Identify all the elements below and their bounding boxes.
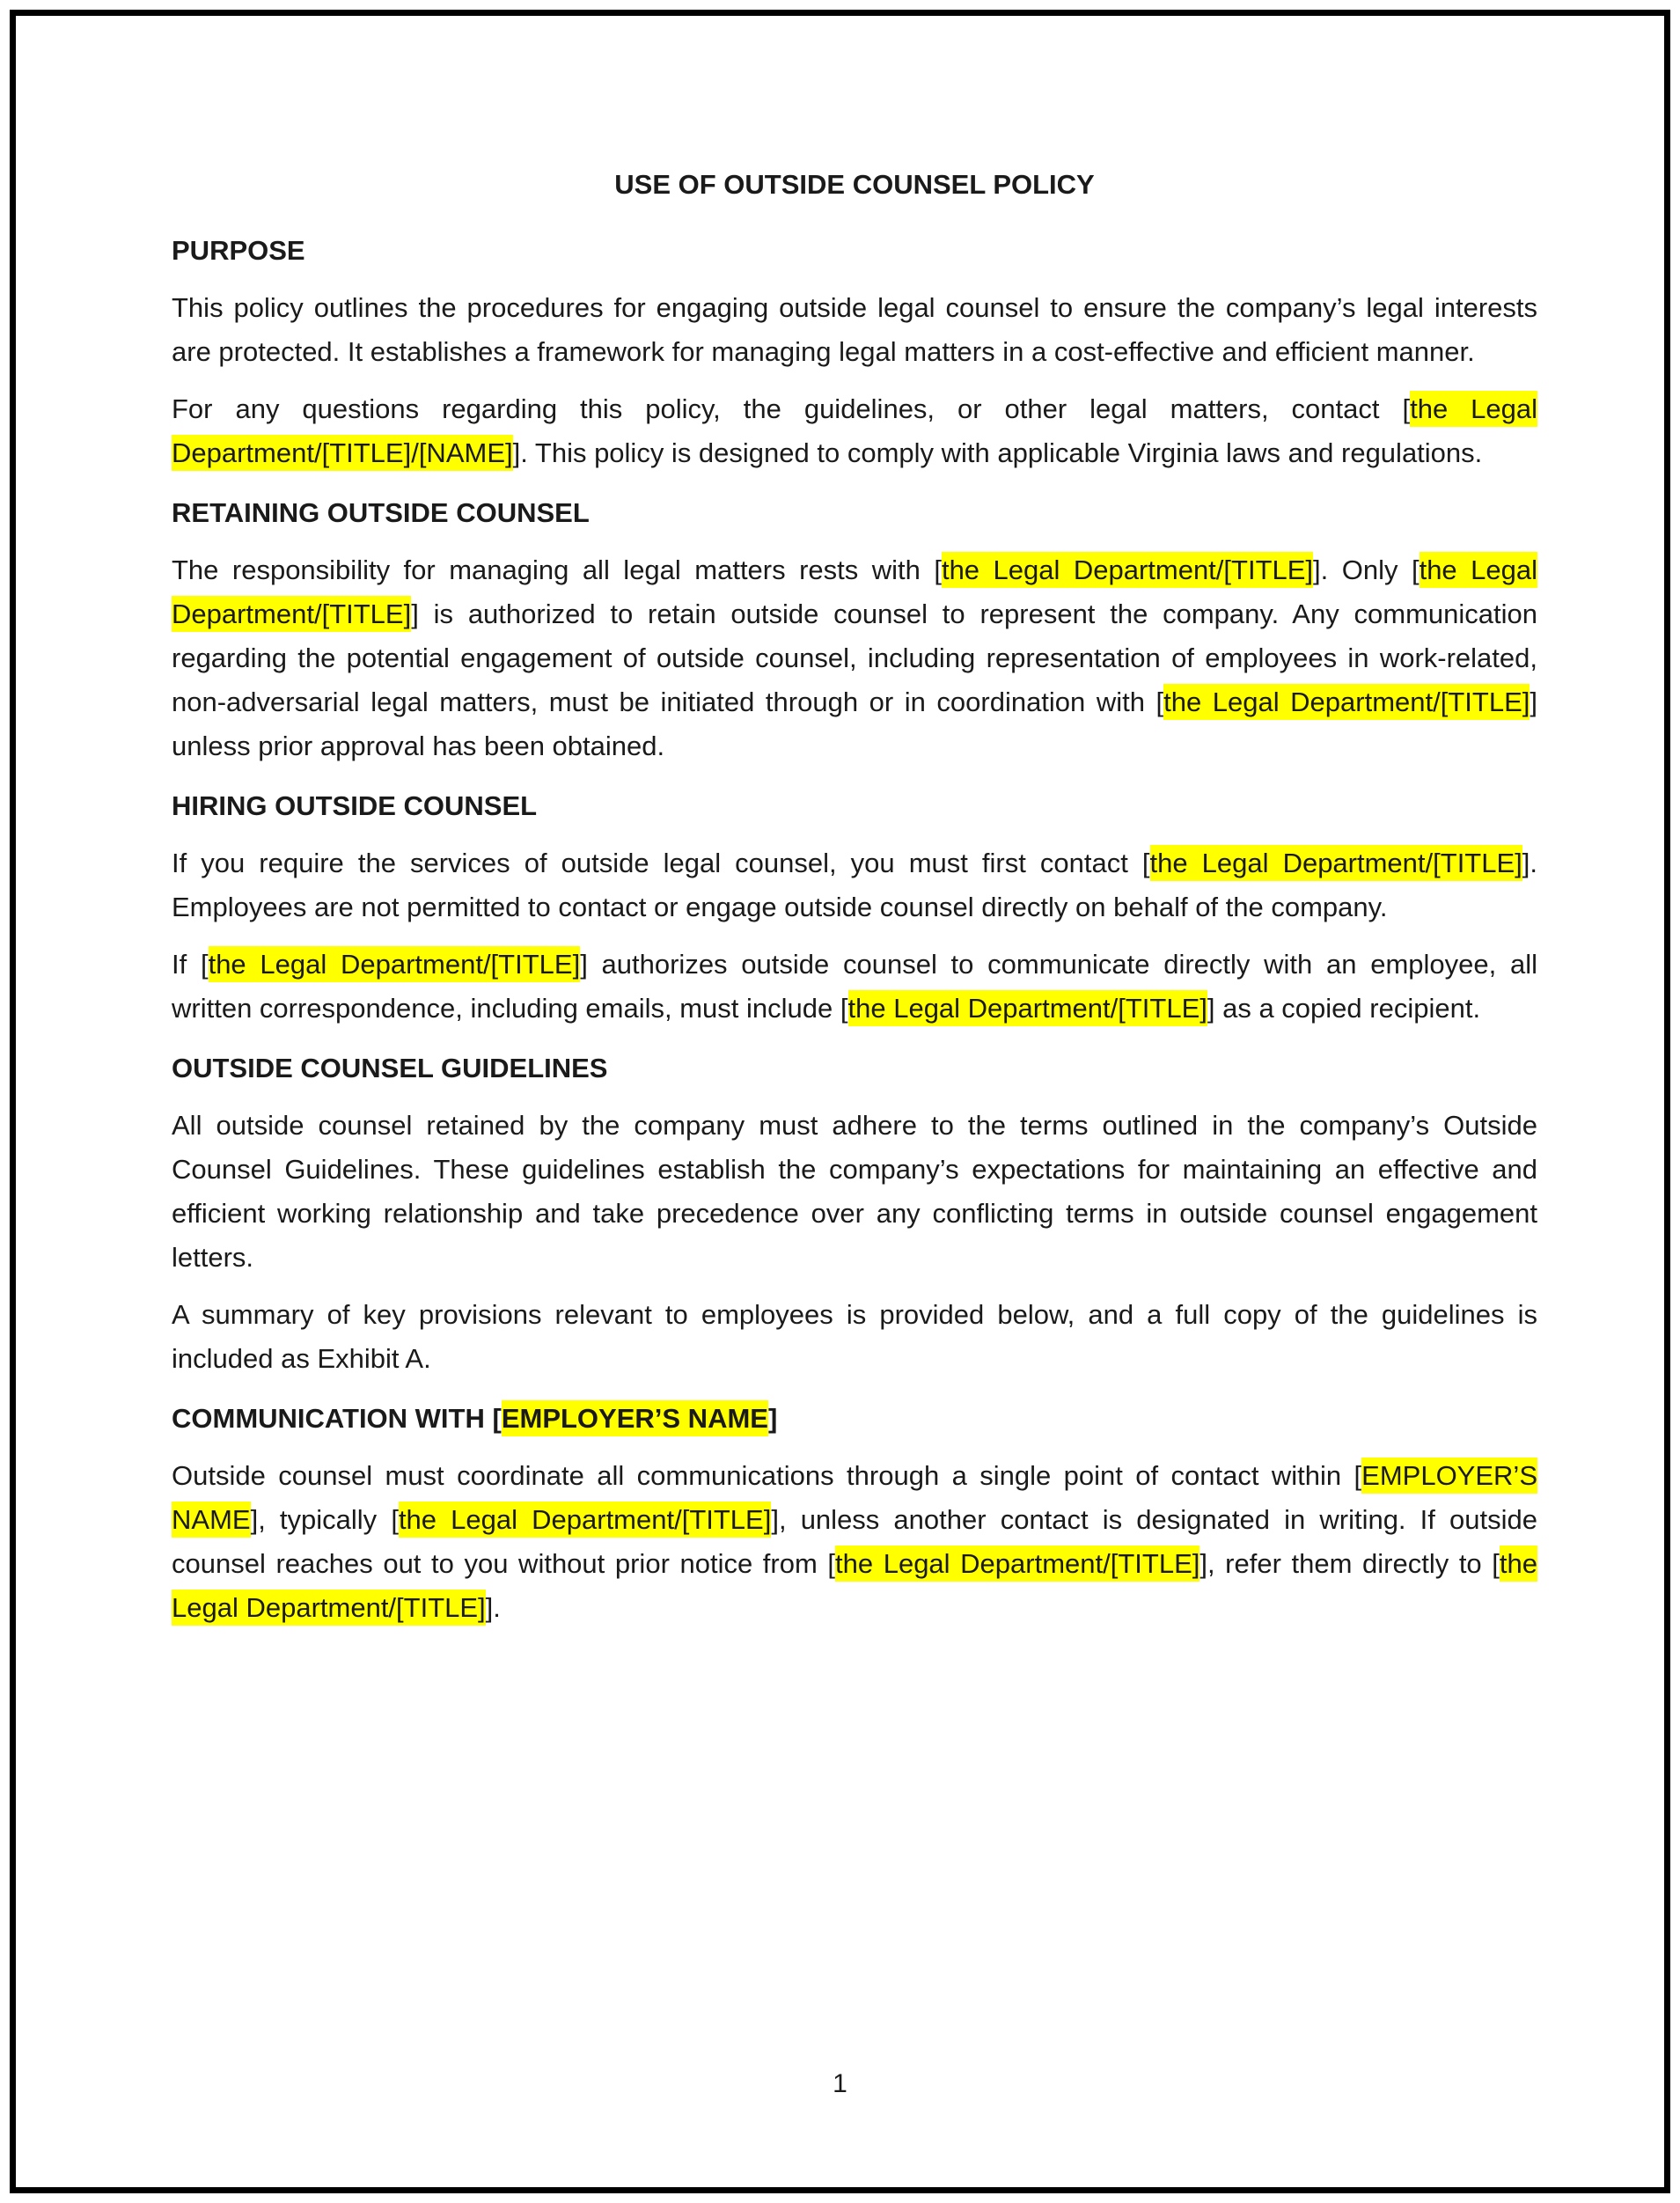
highlighted-placeholder: the Legal Department/[TITLE] (172, 1546, 1537, 1626)
paragraph (172, 286, 1537, 374)
text-segment: A summary of key provisions relevant to employees is provided below, and a full copy of the guidelines is included as Exhibit A. (172, 1299, 1537, 1374)
text-segment: COMMUNICATION WITH [ (172, 1403, 502, 1434)
policy-section (172, 491, 1537, 768)
text-segment: ], refer them directly to [ (1199, 1548, 1500, 1579)
highlighted-placeholder: the Legal Department/[TITLE] (209, 946, 581, 982)
paragraph (172, 841, 1537, 929)
policy-section (172, 1397, 1537, 1630)
text-segment: ]. This policy is designed to comply with applicable Virginia laws and regulations. (512, 437, 1483, 468)
text-segment: ], typically [ (250, 1504, 399, 1535)
text-segment: ] authorizes outside counsel to communicate directly with an employee, all written correspondence, including emails, must include [ (172, 949, 1537, 1024)
text-segment: ]. Only [ (1313, 554, 1420, 585)
document-content (172, 163, 1537, 1643)
section-heading (172, 1397, 1537, 1441)
policy-section (172, 229, 1537, 475)
highlighted-placeholder: the Legal Department/[TITLE] (942, 552, 1313, 588)
text-segment: ] unless prior approval has been obtained. (172, 687, 1537, 761)
paragraph (172, 548, 1537, 768)
text-segment: ] as a copied recipient. (1207, 993, 1481, 1024)
paragraph (172, 1293, 1537, 1381)
section-heading (172, 1046, 1537, 1090)
text-segment: If [ (172, 949, 209, 980)
section-heading (172, 784, 1537, 828)
highlighted-placeholder: the Legal Department/[TITLE] (1150, 845, 1522, 881)
page-number: 1 (833, 2069, 847, 2098)
text-segment: ] (767, 1403, 778, 1434)
section-heading (172, 229, 1537, 273)
document-sections (172, 229, 1537, 1630)
highlighted-placeholder: the Legal Department/[TITLE] (835, 1546, 1199, 1582)
text-segment: ]. (485, 1592, 501, 1623)
highlighted-placeholder: the Legal Department/[TITLE] (172, 552, 1537, 632)
paragraph (172, 1454, 1537, 1630)
highlighted-placeholder: the Legal Department/[TITLE] (1163, 684, 1530, 720)
document-title: USE OF OUTSIDE COUNSEL POLICY (614, 169, 1095, 200)
text-segment: OUTSIDE COUNSEL GUIDELINES (172, 1053, 608, 1083)
policy-section (172, 784, 1537, 1031)
text-segment: PURPOSE (172, 235, 305, 266)
paragraph (172, 943, 1537, 1031)
section-heading (172, 491, 1537, 535)
text-segment: HIRING OUTSIDE COUNSEL (172, 790, 538, 821)
highlighted-placeholder: EMPLOYER’S NAME (502, 1400, 768, 1436)
text-segment: Outside counsel must coordinate all communications through a single point of contact within [ (172, 1460, 1362, 1491)
text-segment: RETAINING OUTSIDE COUNSEL (172, 497, 590, 528)
policy-section (172, 1046, 1537, 1381)
text-segment: All outside counsel retained by the company must adhere to the terms outlined in the company’s Outside Counsel Guidelines. These guidelines establish the company’s expectations for maintaining an effective and efficient working relationship and take precedence over any conflicting terms in outside counsel engagement letters. (172, 1110, 1537, 1273)
text-segment: For any questions regarding this policy, the guidelines, or other legal matters, contact [ (172, 393, 1411, 424)
highlighted-placeholder: the Legal Department/[TITLE]/[NAME] (172, 391, 1537, 471)
text-segment: If you require the services of outside legal counsel, you must first contact [ (172, 848, 1150, 878)
text-segment: ], unless another contact is designated in writing. If outside counsel reaches out to you without prior notice from [ (172, 1504, 1537, 1579)
highlighted-placeholder: EMPLOYER’S NAME (172, 1458, 1537, 1538)
highlighted-placeholder: the Legal Department/[TITLE] (848, 990, 1207, 1026)
paragraph (172, 1104, 1537, 1280)
highlighted-placeholder: the Legal Department/[TITLE] (399, 1502, 771, 1538)
text-segment: The responsibility for managing all legal matters rests with [ (172, 554, 942, 585)
paragraph (172, 387, 1537, 475)
text-segment: This policy outlines the procedures for engaging outside legal counsel to ensure the company’s legal interests are protected. It establishes a framework for managing legal matters in a cost-effective and efficient manner. (172, 292, 1537, 367)
text-segment: ]. Employees are not permitted to contact or engage outside counsel directly on behalf of the company. (172, 848, 1538, 922)
text-segment: ] is authorized to retain outside counsel to represent the company. Any communication regarding the potential engagement of outside counsel, including representation of employees in work-related, non-adversarial legal matters, must be initiated through or in coordination with [ (172, 598, 1537, 717)
